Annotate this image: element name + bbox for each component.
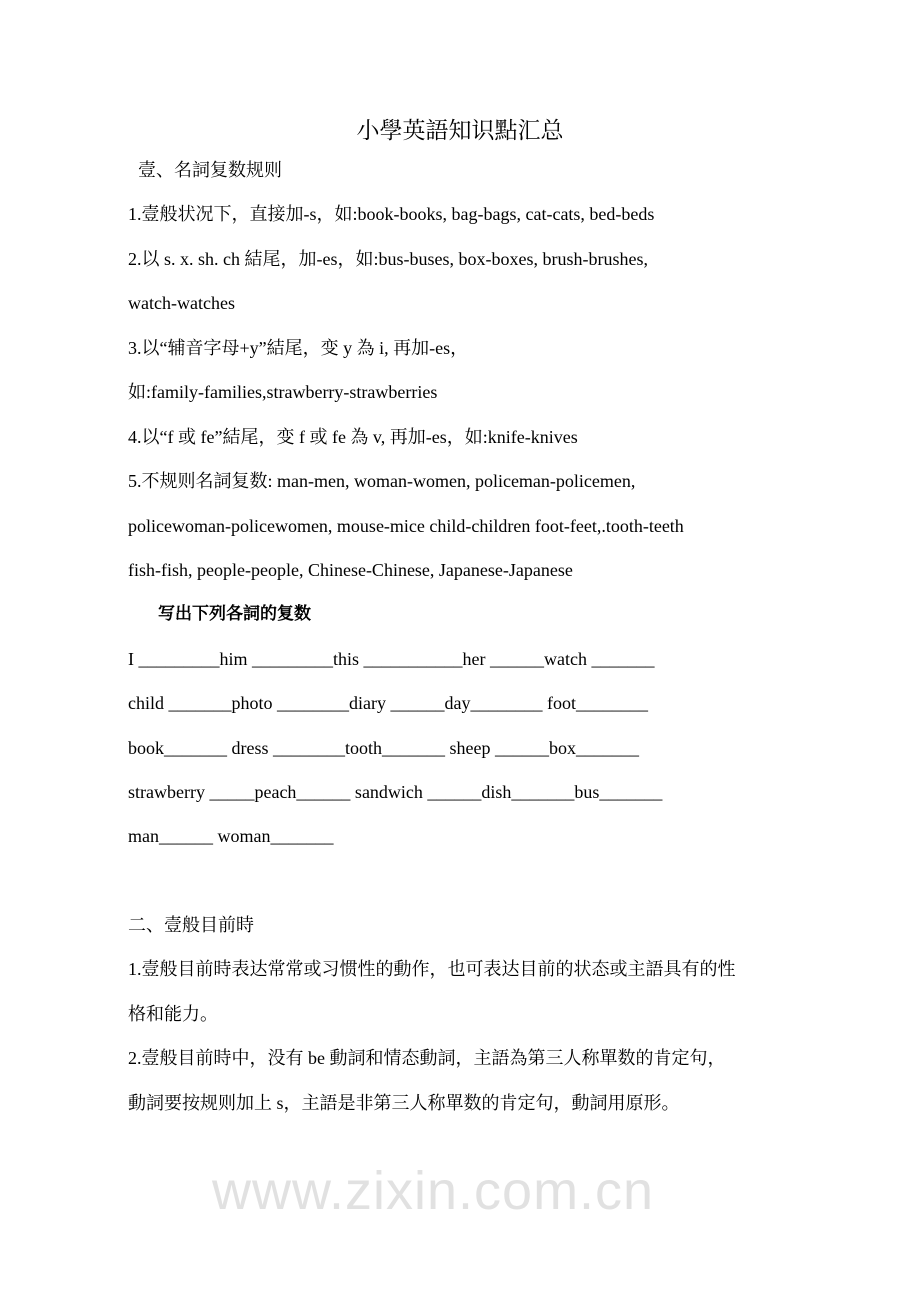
exercise-line: man______ woman_______ bbox=[128, 826, 334, 846]
rule-line: 如:family-families,strawberry-strawberries bbox=[128, 382, 438, 402]
paragraph-line: 格和能力。 bbox=[128, 1004, 218, 1024]
exercise-line: strawberry _____peach______ sandwich ______dish_______bus_______ bbox=[128, 782, 663, 802]
section1-heading: 壹、名詞复数规则 bbox=[138, 160, 282, 180]
paragraph-line: 1.壹般目前時表达常常或习惯性的動作，也可表达目前的状态或主語具有的性 bbox=[128, 959, 736, 979]
paragraph-line: 2.壹般目前時中，没有 be 動詞和情态動詞，主語為第三人称單数的肯定句， bbox=[128, 1048, 726, 1068]
section2-heading: 二、壹般目前時 bbox=[128, 915, 254, 935]
rule-line: 2.以 s. x. sh. ch 結尾，加-es，如:bus-buses, box-boxes, brush-brushes, bbox=[128, 249, 648, 269]
document-title: 小學英語知识點汇总 bbox=[356, 118, 564, 144]
exercise-line: book_______ dress ________tooth_______ sheep ______box_______ bbox=[128, 738, 639, 758]
watermark: www.zixin.com.cn bbox=[212, 1161, 655, 1221]
rule-line: 1.壹般状况下，直接加-s，如:book-books, bag-bags, cat-cats, bed-beds bbox=[128, 204, 655, 224]
rule-line: 4.以“f 或 fe”結尾，变 f 或 fe 為 v, 再加-es，如:knife-knives bbox=[128, 427, 578, 447]
rule-line: 3.以“辅音字母+y”結尾，变 y 為 i, 再加-es， bbox=[128, 338, 469, 358]
rule-line: fish-fish, people-people, Chinese-Chinese, Japanese-Japanese bbox=[128, 560, 573, 580]
exercise-line: I _________him _________this ___________her ______watch _______ bbox=[128, 649, 655, 669]
paragraph-line: 動詞要按规则加上 s，主語是非第三人称單数的肯定句，動詞用原形。 bbox=[128, 1093, 680, 1113]
rule-line: policewoman-policewomen, mouse-mice child-children foot-feet,.tooth-teeth bbox=[128, 516, 684, 536]
rule-line: 5.不规则名詞复数: man-men, woman-women, policeman-policemen, bbox=[128, 471, 636, 491]
exercise-line: child _______photo ________diary ______day________ foot________ bbox=[128, 693, 648, 713]
exercise-heading: 写出下列各詞的复数 bbox=[158, 604, 311, 624]
rule-line: watch-watches bbox=[128, 293, 235, 313]
